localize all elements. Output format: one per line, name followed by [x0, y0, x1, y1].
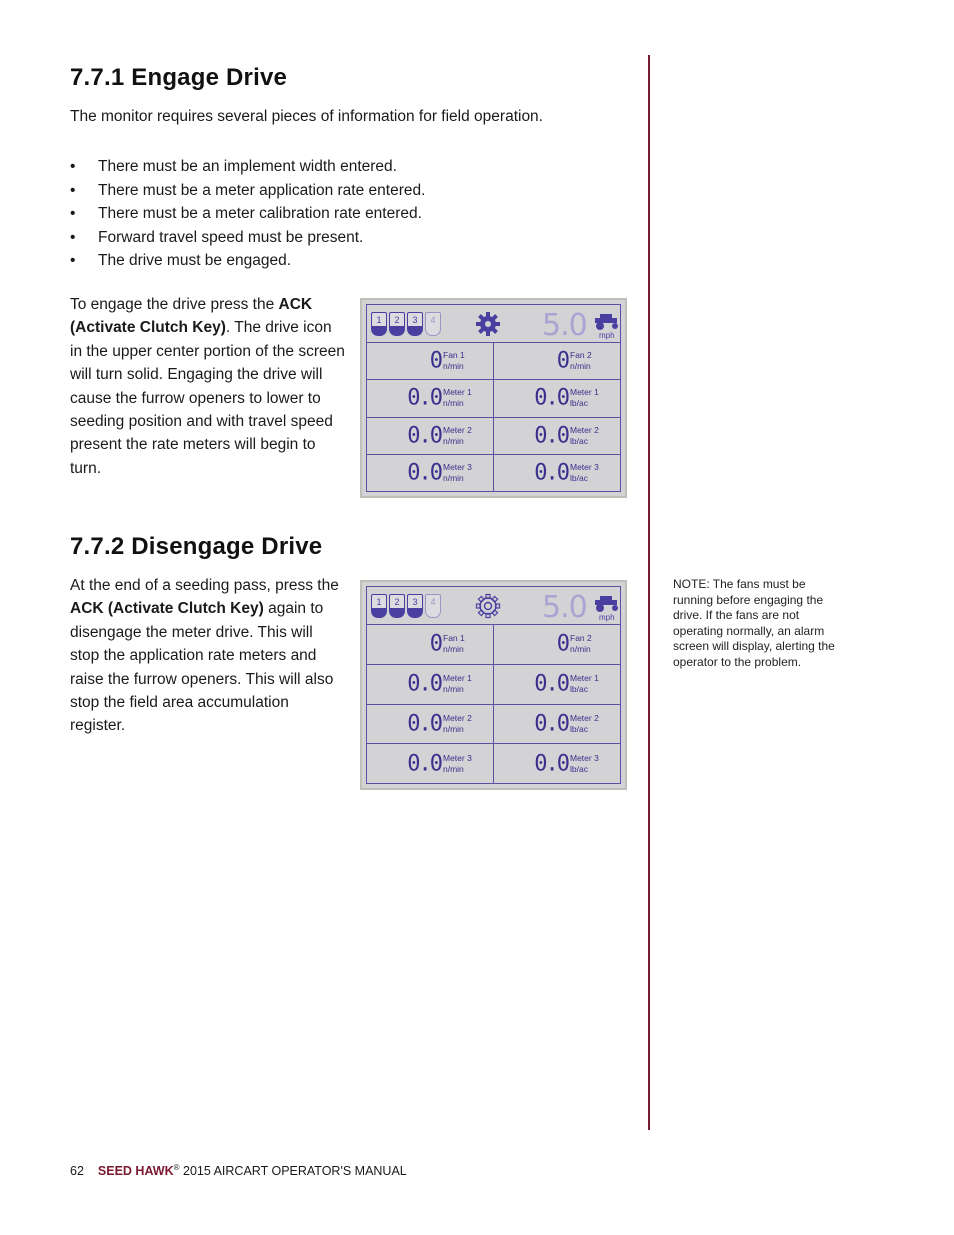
tank-icon: 3 [407, 594, 423, 618]
disengage-text-pre: At the end of a seeding pass, press the [70, 577, 339, 594]
readout-cell: 0.0 Meter 1 n/min [367, 665, 494, 704]
readout-cell: 0.0 Meter 3 lb/ac [534, 751, 599, 777]
disengage-key-name: ACK (Activate Clutch Key) [70, 600, 264, 618]
monitor-status-bar [367, 305, 620, 343]
requirements-list [70, 155, 425, 273]
engage-text-pre: To engage the drive press the [70, 296, 279, 313]
readout-cell: 0.0 Meter 2 lb/ac [534, 711, 599, 737]
tank-icon: 4 [425, 594, 441, 618]
list-item: • There must be a meter application rate entered. [70, 179, 425, 203]
tank-icon: 2 [389, 594, 405, 618]
monitor-readouts [367, 343, 620, 491]
readout-cell: 0 Fan 2 n/min [556, 631, 592, 657]
tractor-icon [592, 593, 622, 613]
readout-cell: 0.0 Meter 1 lb/ac [534, 671, 599, 697]
ground-speed: 5.0 [542, 308, 587, 343]
tractor-icon [592, 311, 622, 331]
speed-unit: mph [599, 613, 615, 622]
monitor-readouts [367, 625, 620, 783]
page-number: 62 [70, 1164, 84, 1179]
section-title-engage-drive: 7.7.1 Engage Drive [70, 64, 288, 91]
list-item: • There must be an implement width entered. [70, 155, 425, 179]
readout-cell: 0.0 Meter 1 lb/ac [534, 385, 599, 411]
tank-icon: 3 [407, 312, 423, 336]
readout-cell: 0 Fan 1 n/min [367, 625, 494, 664]
speed-unit: mph [599, 331, 615, 340]
tank-indicators [371, 594, 441, 618]
drive-gear-icon-solid [475, 311, 501, 337]
list-item: • There must be a meter calibration rate entered. [70, 202, 425, 226]
disengage-paragraph [70, 574, 345, 738]
tank-icon: 4 [425, 312, 441, 336]
readout-cell: 0 Fan 1 n/min [367, 343, 494, 379]
registered-mark: ® [173, 1163, 180, 1172]
monitor-screen-engaged [360, 298, 627, 498]
tank-indicators [371, 312, 441, 336]
fan-note: NOTE: The fans must be running before engaging the drive. If the fans are not operating normally, an alarm screen will display, alerting the operator to the problem. [673, 577, 835, 669]
engage-paragraph [70, 293, 345, 480]
tank-icon: 1 [371, 312, 387, 336]
intro-text: The monitor requires several pieces of information for field operation. [70, 108, 543, 125]
readout-cell: 0.0 Meter 2 n/min [367, 705, 494, 744]
engage-key-name: ACK (Activate Clutch Key) [70, 296, 313, 337]
monitor-status-bar [367, 587, 620, 625]
readout-cell: 0.0 Meter 3 lb/ac [534, 460, 599, 486]
list-item: • Forward travel speed must be present. [70, 226, 425, 250]
monitor-screen-disengaged [360, 580, 627, 790]
disengage-text-post: again to disengage the meter drive. This will stop the application rate meters and raise the furrow openers. This will also stop the field area accumulation register. [70, 600, 334, 735]
readout-cell: 0.0 Meter 3 n/min [367, 744, 494, 783]
readout-cell: 0.0 Meter 3 n/min [367, 455, 494, 491]
readout-cell: 0.0 Meter 1 n/min [367, 380, 494, 416]
tank-icon: 1 [371, 594, 387, 618]
column-divider [648, 55, 650, 1130]
page-footer [70, 1163, 407, 1178]
engage-text-post: . The drive icon in the upper center portion of the screen will turn solid. Engaging the drive will cause the furrow openers to lower to seeding position and with travel speed present the rate meters will begin to turn. [70, 319, 345, 477]
tank-icon: 2 [389, 312, 405, 336]
ground-speed: 5.0 [542, 590, 587, 625]
readout-cell: 0 Fan 2 n/min [556, 348, 592, 374]
brand-name: SEED HAWK [97, 1164, 174, 1179]
readout-cell: 0.0 Meter 2 n/min [367, 418, 494, 454]
readout-cell: 0.0 Meter 2 lb/ac [534, 423, 599, 449]
drive-gear-icon-outline [475, 593, 501, 619]
section-title-disengage-drive: 7.7.2 Disengage Drive [70, 533, 323, 560]
manual-title: 2015 AIRCART OPERATOR'S MANUAL [179, 1164, 407, 1179]
list-item: • The drive must be engaged. [70, 249, 425, 273]
